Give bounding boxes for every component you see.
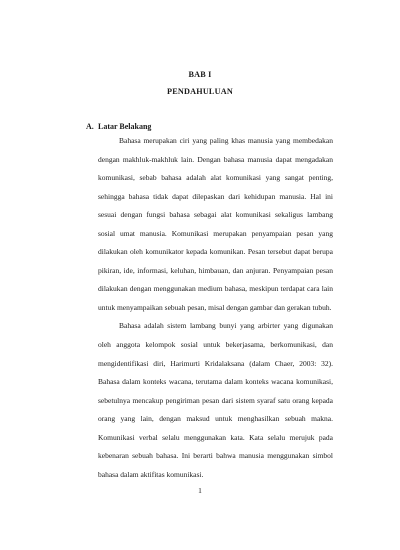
- chapter-title: PENDAHULUAN: [167, 87, 233, 96]
- body-text: [98, 132, 333, 484]
- chapter-number: BAB I: [188, 70, 212, 79]
- paragraph-1: Bahasa merupakan ciri yang paling khas manusia yang membedakan dengan makhluk-makhluk lain. Dengan bahasa manusia dapat mengadakan komunikasi, sebab bahasa adalah alat komunikasi yang sangat penting, sehingga bahasa tidak dapat dilepaskan dari kehidupan manusia. Hal ini sesuai dengan fungsi bahasa sebagai alat komunikasi sekaligus lambang sosial umat manusia. Komunikasi merupakan penyampaian pesan yang dilakukan oleh komunikator kepada komunikan. Pesan tersebut dapat berupa pikiran, ide, informasi, keluhan, himbauan, dan anjuran. Penyampaian pesan dilakukan dengan menggunakan medium bahasa, meskipun terdapat cara lain untuk menyampaikan sebuah pesan, misal dengan gambar dan gerakan tubuh.: [98, 136, 333, 312]
- section-title: Latar Belakang: [98, 122, 152, 131]
- page-number: 1: [198, 486, 202, 495]
- section-letter: A.: [86, 122, 94, 131]
- paragraph-2: Bahasa adalah sistem lambang bunyi yang arbirter yang digunakan oleh anggota kelompok sosial untuk bekerjasama, berkomunikasi, dan mengidentifikasi diri, Harimurti Kridalaksana (dalam Chaer, 2003: 32). Bahasa dalam konteks wacana, terutama dalam konteks wacana komunikasi, sebetulnya mencakup pengiriman pesan dari sistem syaraf satu orang kepada orang yang lain, dengan maksud untuk menghasilkan sebuah makna. Komunikasi verbal selalu menggunakan kata. Kata selalu merujuk pada kebenaran sebuah bahasa. Ini berarti bahwa manusia menggunakan simbol bahasa dalam aktifitas komunikasi.: [98, 321, 333, 479]
- section-heading: [86, 122, 151, 131]
